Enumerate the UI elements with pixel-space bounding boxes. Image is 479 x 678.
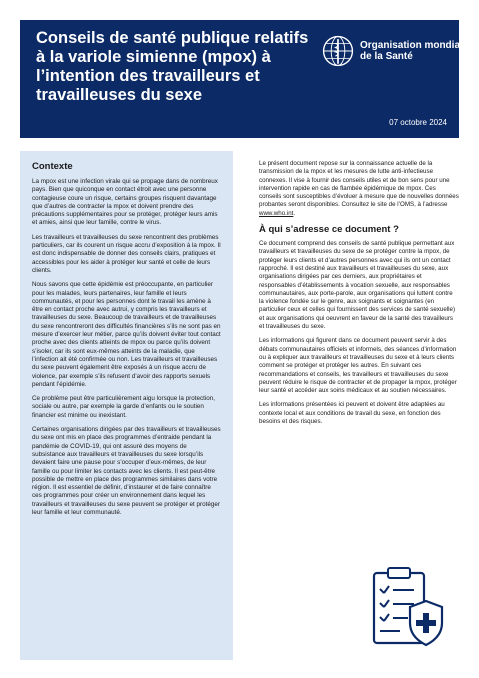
- who-org-name: Organisation mondiale de la Santé: [360, 40, 469, 62]
- contexte-heading: Contexte: [32, 161, 73, 172]
- publication-date: 07 octobre 2024: [389, 118, 447, 127]
- who-website-link[interactable]: www.who.int: [259, 209, 294, 217]
- contexte-paragraph-3: Nous savons que cette épidémie est préoccupante, en particulier pour les malades, leurs partenaires, leur famille et leurs communautés, et pour les personnes dont le travail les amène à être en contact proche avec autrui, y compris les travailleurs et travailleuses du sexe. Beaucoup de travailleurs et de travailleuses du sexe rencontreront des difficultés financières s’ils ne sont pas en mesure d’exercer leur métier, parce qu’ils doivent éviter tout contact proche avec des clients atteints de mpox ou parce qu’ils doivent s’isoler, car ils sont eux-mêmes atteints de la maladie, que l’infection ait été confirmée ou non. Les travailleurs et travailleuses du sexe peuvent également être exposés à un risque accru de violence, par exemple s’ils refusent d’avoir des rapports sexuels pendant l’épidémie.: [32, 281, 221, 388]
- audience-paragraph-1: Ce document comprend des conseils de santé publique permettant aux travailleurs et travailleuses du sexe de se protéger contre la mpox, de protéger leurs clients et d’autres personnes avec qui ils ont un contact rapproché. Il est destiné aux travailleurs et travailleuses du sexe, aux organisations dirigées par ces derniers, aux propriétaires et responsables d’établissements à vocation sexuelle, aux responsables communautaires, aux porte-parole, aux organisations qui luttent contre la violence fondée sur le genre, aux soignants et soignantes (en particulier ceux et celles qui fournissent des services de santé sexuelle) et aux organisations qui oeuvrent en faveur de la santé des travailleurs et travailleuses du sexe.: [259, 240, 456, 331]
- contexte-paragraph-5: Certaines organisations dirigées par des travailleurs et travailleuses du sexe ont mis en place des programmes d’entraide pendant la pandémie de COVID-19, qui ont assuré des moyens de subsistance aux travailleurs et travailleuses du sexe lorsqu’ils devaient faire une pause pour s’occuper d’eux-mêmes, de leur famille ou pour limiter les contacts avec les clients. Il est peut-être possible de mettre en place des programmes similaires dans votre région. Il est essentiel de définir, d’instaurer et de faire connaître ces programmes pour créer un environnement dans lequel les travailleurs et travailleuses du sexe peuvent se protéger et protéger leur famille et leur communauté.: [32, 426, 221, 516]
- header-banner: [20, 20, 469, 138]
- contexte-paragraph-2: Les travailleurs et travailleuses du sexe rencontrent des problèmes particuliers, car ils courent un risque accru d’exposition à la mpox. Il est donc indispensable de donner des conseils clairs, pratiques et accessibles pour les aider à protéger leur santé et celle de leurs clients.: [32, 233, 221, 274]
- contexte-paragraph-4: Ce problème peut être particulièrement aigu lorsque la protection, sociale ou autre, par exemple la garde d’enfants ou le soutien financier est minime ou inexistant.: [32, 395, 216, 419]
- audience-heading: À qui s’adresse ce document ?: [259, 224, 399, 236]
- document-title: Conseils de santé publique relatifs à la variole simienne (mpox) à l’intention des travailleurs et travailleuses du sexe: [36, 29, 309, 104]
- contexte-panel: [20, 151, 233, 660]
- audience-paragraph-2: Les informations qui figurent dans ce document peuvent servir à des débats communautaires officiels et informels, des séances d’information ou à expliquer aux travailleurs et travailleuses du sexe et à leurs clients comment se protéger et protéger les autres. En suivant ces recommandations et conseils, les travailleurs et travailleuses du sexe peuvent réduire le risque de contracter et de propager la mpox, protéger leur santé et accéder aux soins médicaux et au soutien nécessaires.: [259, 337, 457, 395]
- clipboard-health-icon: [370, 565, 448, 651]
- intro-paragraph: [259, 160, 459, 218]
- who-emblem-icon: [321, 34, 355, 68]
- contexte-paragraph-1: La mpox est une infection virale qui se propage dans de nombreux pays. Bien que quiconque en contact étroit avec une personne contagieuse coure un risque, certains groupes risquent davantage que d’autres de contracter la mpox et doivent prendre des précautions supplémentaires pour se protéger, protéger leurs amis et amies, ainsi que leur famille, contre le virus.: [32, 178, 218, 227]
- intro-text-end: .: [293, 209, 296, 217]
- right-column: [259, 160, 459, 432]
- audience-paragraph-3: Les informations présentées ici peuvent et doivent être adaptées au contexte local et aux conditions de travail du sexe, en fonction des besoins et des risques.: [259, 401, 445, 426]
- intro-text: Le présent document repose sur la connaissance actuelle de la transmission de la mpox et les mesures de lutte anti-infectieuse connexes. Il vise à fournir des conseils utiles et de bon sens pour une intervention rapide en cas de flambée épidémique de mpox. Ces conseils sont susceptibles d’évoluer à mesure que de nouvelles données probantes seront disponibles. Consultez le site de l’OMS, à l’adresse: [259, 160, 459, 209]
- who-logo: [321, 34, 470, 68]
